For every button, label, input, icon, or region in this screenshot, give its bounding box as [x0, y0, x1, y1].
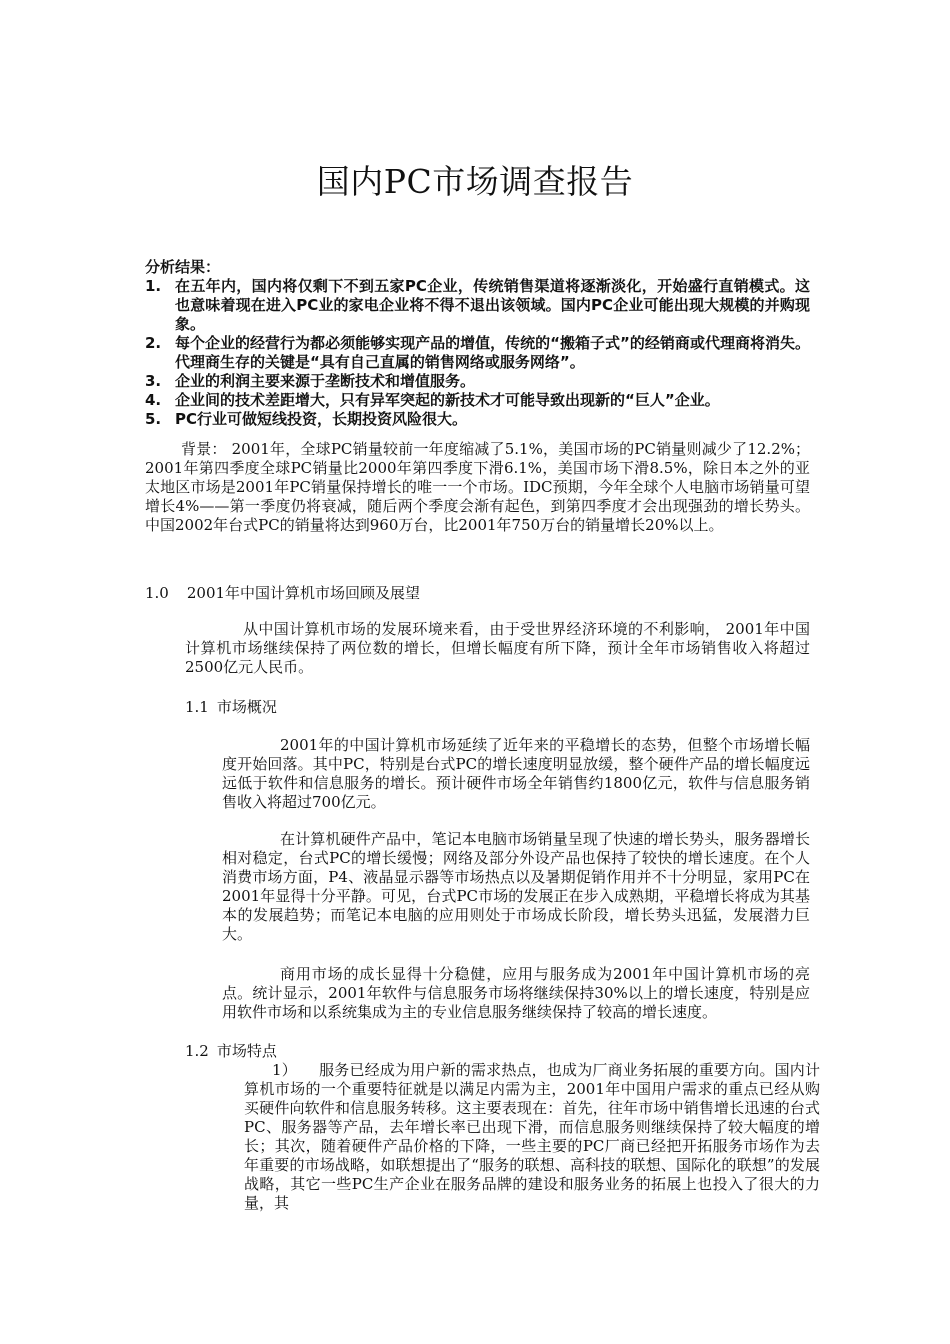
list-item-number: 1.	[145, 277, 162, 295]
list-item-text: 企业间的技术差距增大，只有异军突起的新技术才可能导致出现新的“巨人”企业。	[175, 391, 720, 409]
background-paragraph: 背景： 2001年，全球PC销量较前一年度缩减了5.1%，美国市场的PC销量则减少了12.2%；2001年第四季度全球PC销量比2000年第四季度下滑6.1%，美国市场下滑8.5%，除日本之外的亚太地区市场是2001年PC销量保持增长的唯一一个市场。IDC预期，今年全球个人电脑市场销量可望增长4%——第一季度仍将衰减，随后两个季度会渐有起色，到第四季度才会出现强劲的增长势头。中国2002年台式PC的销量将达到960万台，比2001年750万台的销量增长20%以上。	[145, 440, 810, 534]
section-1-0-intro: 从中国计算机市场的发展环境来看，由于受世界经济环境的不利影响， 2001年中国计算机市场继续保持了两位数的增长，但增长幅度有所下降，预计全年市场销售收入将超过2500亿元人民币。	[185, 620, 810, 676]
section-1-1-paragraph-2: 在计算机硬件产品中，笔记本电脑市场销量呈现了快速的增长势头，服务器增长相对稳定，台式PC的增长缓慢；网络及部分外设产品也保持了较快的增长速度。在个人消费市场方面，P4、液晶显示器等市场热点以及暑期促销作用并不十分明显，家用PC在2001年显得十分平静。可见，台式PC市场的发展正在步入成熟期，平稳增长将成为其基本的发展趋势；而笔记本电脑的应用则处于市场成长阶段，增长势头迅猛，发展潜力巨大。	[222, 830, 810, 943]
list-item-number: 4.	[145, 391, 162, 409]
section-1-1-paragraph-3: 商用市场的成长显得十分稳健，应用与服务成为2001年中国计算机市场的亮点。统计显示，2001年软件与信息服务市场将继续保持30%以上的增长速度，特别是应用软件市场和以系统集成为主的专业信息服务继续保持了较高的增长速度。	[222, 965, 810, 1021]
list-item	[145, 391, 810, 410]
list-item	[145, 372, 810, 391]
section-1-1-paragraph-1: 2001年的中国计算机市场延续了近年来的平稳增长的态势，但整个市场增长幅度开始回落。其中PC，特别是台式PC的增长速度明显放缓，整个硬件产品的增长幅度远远低于软件和信息服务的增长。预计硬件市场全年销售约1800亿元，软件与信息服务销售收入将超过700亿元。	[222, 736, 810, 811]
list-item-text: 每个企业的经营行为都必须能够实现产品的增值，传统的“搬箱子式”的经销商或代理商将消失。代理商生存的关键是“具有自己直属的销售网络或服务网络”。	[175, 334, 810, 371]
section-number: 1.2	[185, 1042, 209, 1060]
page-title: 国内PC市场调查报告	[316, 162, 634, 201]
section-heading-1-1	[185, 698, 277, 717]
item-text: 服务已经成为用户新的需求热点，也成为厂商业务拓展的重要方向。国内计算机市场的一个重要特征就是以满足内需为主，2001年中国用户需求的重点已经从购买硬件向软件和信息服务转移。这主要表现在：首先，往年市场中销售增长迅速的台式PC、服务器等产品，去年增长率已出现下滑，而信息服务则继续保持了较大幅度的增长；其次，随着硬件产品价格的下降，一些主要的PC厂商已经把开拓服务市场作为去年重要的市场战略，如联想提出了“服务的联想、高科技的联想、国际化的联想”的发展战略，其它一些PC生产企业在服务品牌的建设和服务业务的拓展上也投入了很大的力量，其	[244, 1061, 820, 1212]
section-heading-1-2	[185, 1042, 277, 1061]
section-1-2-item-1	[244, 1061, 820, 1213]
list-item-number: 2.	[145, 334, 162, 352]
section-title: 市场概况	[216, 698, 277, 716]
section-number: 1.1	[185, 698, 209, 716]
list-item-text: 在五年内，国内将仅剩下不到五家PC企业，传统销售渠道将逐渐淡化，开始盛行直销模式。这也意味着现在进入PC业的家电企业将不得不退出该领域。国内PC企业可能出现大规模的并购现象。	[175, 277, 810, 333]
list-item	[145, 410, 810, 429]
list-item-text: 企业的利润主要来源于垄断技术和增值服务。	[175, 372, 476, 390]
analysis-heading: 分析结果：	[145, 258, 221, 276]
section-title: 市场特点	[216, 1042, 277, 1060]
list-item	[145, 334, 810, 372]
list-item-number: 3.	[145, 372, 162, 390]
analysis-list	[145, 277, 810, 429]
list-item-text: PC行业可做短线投资，长期投资风险很大。	[175, 410, 468, 428]
section-title: 2001年中国计算机市场回顾及展望	[186, 584, 421, 602]
item-number: 1）	[272, 1061, 297, 1079]
section-heading-1-0	[145, 584, 420, 603]
list-item	[145, 277, 810, 334]
section-number: 1.0	[145, 584, 169, 602]
list-item-number: 5.	[145, 410, 162, 428]
analysis-section	[145, 258, 810, 429]
